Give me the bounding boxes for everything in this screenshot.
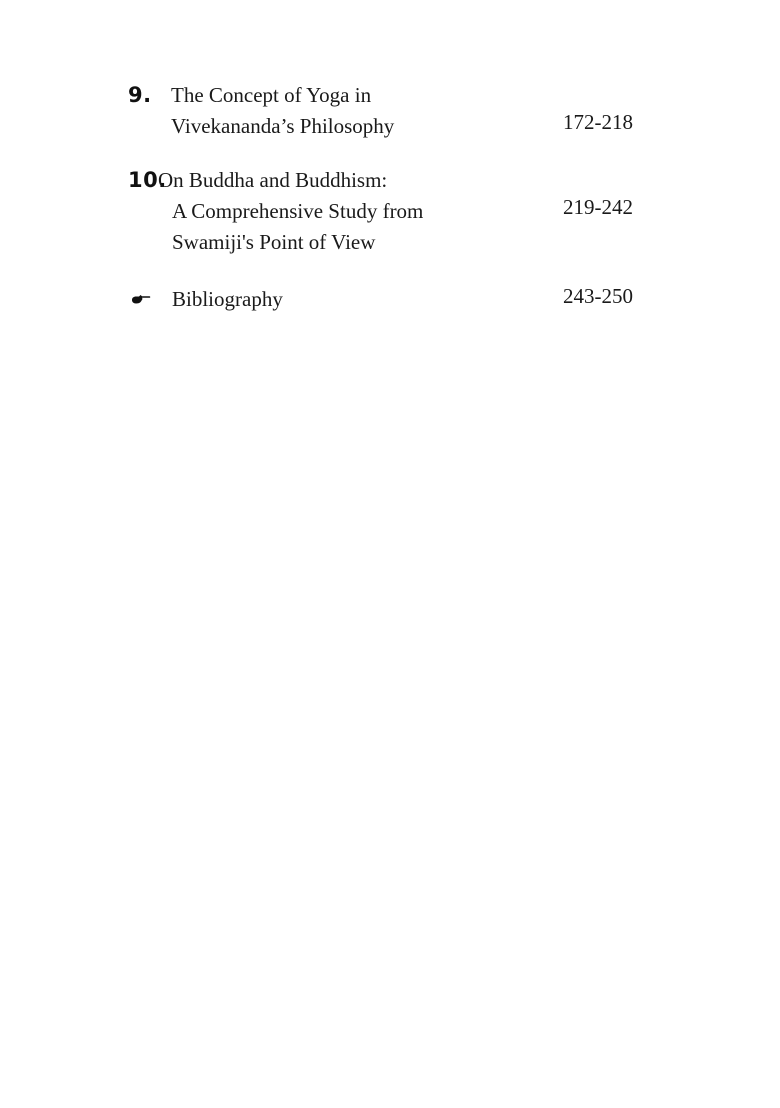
entry-number: 9. (128, 83, 152, 107)
pointing-hand-icon (131, 294, 151, 306)
entry-page-range: 172-218 (563, 110, 633, 134)
entry-title-line: A Comprehensive Study from (172, 199, 424, 223)
entry-page-range: 243-250 (563, 284, 633, 308)
entry-title (172, 284, 283, 315)
entry-title-line: Swamiji's Point of View (172, 230, 376, 254)
entry-title (158, 165, 423, 258)
entry-title (171, 80, 394, 142)
entry-title-line: Vivekananda’s Philosophy (171, 114, 395, 138)
entry-title-line: The Concept of Yoga in (171, 83, 372, 107)
entry-title-line: On Buddha and Buddhism: (158, 168, 388, 192)
entry-number: 10. (128, 168, 167, 192)
entry-page-range: 219-242 (563, 195, 633, 219)
entry-title-line: Bibliography (172, 287, 283, 311)
